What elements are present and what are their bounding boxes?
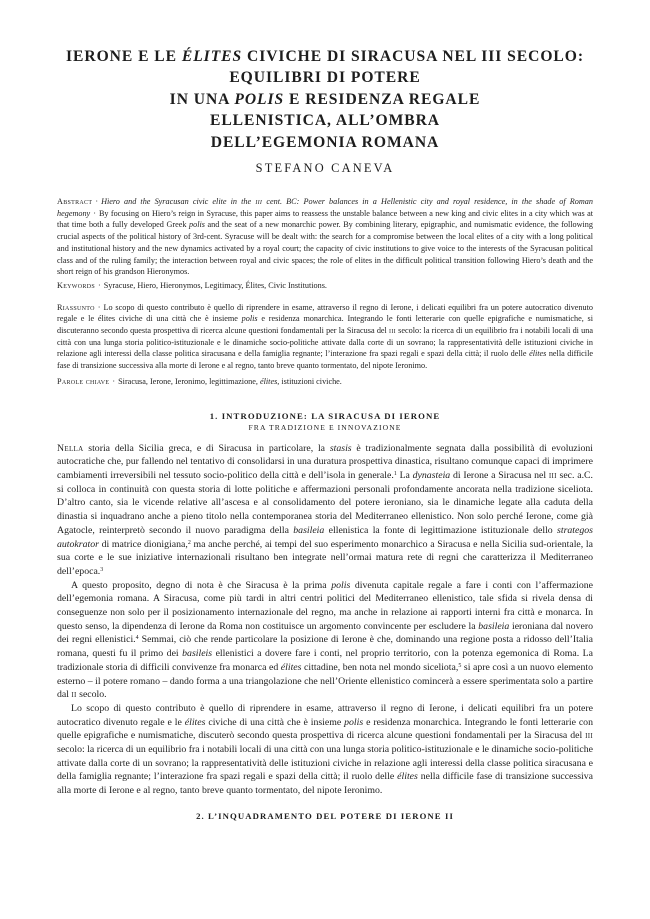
p1-century: iii xyxy=(548,469,557,481)
footnote-ref-5[interactable]: 5 xyxy=(458,662,462,669)
p1-text-4: di Ierone a Siracusa nel xyxy=(450,469,549,481)
p1-dynasteia: dynasteia xyxy=(412,469,451,481)
p2-text-5: ellenistici a dovere fare i conti, nel proprio territorio, con la potenza egemonica di Roma. La tradizionale storia di difficili convivenze fra monarca ed xyxy=(57,648,594,673)
abstract-title-b: cent. BC: Power balances in a Hellenistic city and royal residence, in the shade of Roman hegemony xyxy=(57,197,593,218)
abstract-sep-2: · xyxy=(93,208,96,218)
title-line-3-a: IN UNA xyxy=(169,90,235,108)
author-name: STEFANO CANEVA xyxy=(255,161,395,176)
p2-text-2: divenuta capitale regale a fare i conti con l’affermazione dell’egemonia romana. A Siracusa, come più tardi in altri centri politici del Mediterraneo ellenistico, tale sfida si rivela densa di conseguenze non solo per il posizionamento internazionale del regno, ma anche in relazione ai rapporti interni fra città e monarca. In questo senso, la dipendenza di Ierone da Roma non costituisce un argomento convincente per escludere la xyxy=(57,579,594,632)
p2-text-8: secolo. xyxy=(76,689,107,701)
p2-century: ii xyxy=(71,689,77,701)
body-paragraph-3 xyxy=(57,702,593,798)
p2-elites: élites xyxy=(280,661,302,673)
keywords-it xyxy=(57,376,593,388)
riassunto-text-1: Lo scopo di questo contributo è quello di riprendere in esame, attraverso il regno di Ierone, i delicati equilibri fra un potere autocratico divenuto regale e le élites civiche di una città che è insieme xyxy=(57,302,593,324)
body-paragraph-1 xyxy=(57,442,593,579)
p3-polis: polis xyxy=(344,716,364,728)
title-elites: ÉLITES xyxy=(181,48,243,65)
footnote-ref-1[interactable]: 1 xyxy=(393,470,397,477)
riassunto-text-4: nella difficile fase di transizione successiva alla morte di Ierone e al regno, tanto breve quanto tormentato, del nipote Ieronimo. xyxy=(57,349,593,371)
p2-text-6: cittadine, ben nota nel mondo siceliota, xyxy=(301,661,459,673)
p1-basileia: basileia xyxy=(293,524,325,536)
p3-century: iii xyxy=(585,730,593,742)
p1-text-5: sec. a.C. si colloca in continuità con questa storia di lotte politiche e affermazioni personali profondamente ancorata nella tradizione siceliota. D’altro canto, sia le vicende relative all’ascesa e al consolidamento del potere ieroniano, sia le dinamiche legate alla caduta della dinastia si inquadrano anche a pieno titolo nella contemporanea storia del Mediterraneo ellenistico. Non solo perché Ierone, come già Agatocle, reinterpretò secondo il nuovo paradigma della xyxy=(57,469,594,536)
keywords-it-label: Parole chiave xyxy=(57,376,110,386)
section-2-heading: 2. L’INQUADRAMENTO DEL POTERE DI IERONE II xyxy=(196,810,454,821)
p3-text-3: e residenza monarchica. Integrando le fonti letterarie con quelle epigrafiche e numismatiche, discuterò secondo questa prospettiva di ricerca alcune questioni fondamentali per la Siracusa del xyxy=(57,716,593,742)
title-line-2: EQUILIBRI DI POTERE xyxy=(229,69,421,87)
riassunto-text-3: secolo: la ricerca di un equilibrio fra i notabili locali di una città con una lunga storia politico-istituzionale e le dinamiche socio-politiche attivate dalla corte di un sovrano; la rappresentatività delle istituzioni civiche in relazione agli interessi della classe politica siracusana e della famiglia regnante; l’interazione fra spazi regali e spazi della città; il ruolo delle xyxy=(57,326,593,359)
title-polis: POLIS xyxy=(234,90,285,108)
keywords-it-sep: · xyxy=(112,376,116,386)
p2-text-7: si apre così a un nuovo elemento esterno – il potere romano – dando forma a una triangolazione che nell’Oriente ellenistico comincerà a essere sperimentata solo a partire dal xyxy=(57,661,594,701)
title-line-1-a: IERONE E LE xyxy=(66,48,182,65)
p2-polis: polis xyxy=(331,579,351,591)
title-line-1 xyxy=(57,46,593,67)
title-line-3-b: E RESIDENZA REGALE xyxy=(284,90,481,108)
p2-basileia: basileia xyxy=(478,620,510,632)
p2-text-1: A questo proposito, degno di nota è che Siracusa è la prima xyxy=(71,579,332,591)
abstract-title-century: iii xyxy=(255,197,263,207)
title-line-4: ELLENISTICA, ALL’OMBRA xyxy=(209,112,441,130)
title-line-5: DELL’EGEMONIA ROMANA xyxy=(210,133,440,151)
keywords-en-text: Syracuse, Hiero, Hieronymos, Legitimacy, Élites, Civic Institutions. xyxy=(103,280,327,290)
p1-text-8: ma anche perché, ai tempi del suo esperimento monarchico a Siracusa e nella Sicilia sud-orientale, la sua corte e le sue iniziative internazionali risultano ben integrate nell’ormai matura rete di regni che caratterizza il Mediterraneo dell’epoca. xyxy=(57,538,593,577)
riassunto-polis: polis xyxy=(241,314,258,324)
riassunto-sep: · xyxy=(97,302,101,312)
abstract-text-1: By focusing on Hiero’s reign in Syracuse, this paper aims to reassess the unstable balance between a new king and civic elites in a city which was at that time both a fully developed Greek xyxy=(57,208,593,230)
article-title xyxy=(57,46,593,153)
p3-elites-1: élites xyxy=(184,716,206,728)
title-line-3 xyxy=(57,89,593,110)
p3-text-5: nella difficile fase di transizione successiva alla morte di Ierone e al regno, tanto breve quanto tormentato, del nipote Ieronimo. xyxy=(57,771,593,797)
title-line-1-b: CIVICHE DI SIRACUSA NEL III SECOLO: xyxy=(242,48,584,65)
riassunto-label: Riassunto xyxy=(57,302,95,312)
abstract-label: Abstract xyxy=(57,197,93,207)
keywords-en-sep: · xyxy=(97,280,101,290)
p3-text-2: civiche di una città che è insieme xyxy=(205,716,345,728)
p3-elites-2: élites xyxy=(397,771,418,783)
p1-strategos: strategos autokrator xyxy=(57,524,593,550)
p3-text-1: Lo scopo di questo contributo è quello di riprendere in esame, attraverso il regno di Ierone, i delicati equilibri fra un potere autocratico divenuto regale e le xyxy=(57,702,593,728)
keywords-it-text-2: , istituzioni civiche. xyxy=(277,376,342,386)
body-paragraph-2 xyxy=(57,579,593,702)
abstract-text-2: and the seat of a new monarchic power. By combining literary, epigraphic, and numismatic evidence, the following crucial aspects of the political history of 3rd-cent. Syracuse will be dealt with: the search for a compromise between the local elites of a city with a long political and institutional history and the new dynamics activated by a royal court; the capacity of civic institutions to give voice to the interests of the Syracusan political class and of the ruling family; the interaction between royal and civic spaces; the role of elites in the difficult political transition following Hiero’s death and the short reign of his grandson Hieronymos. xyxy=(57,220,593,277)
section-1-heading: 1. INTRODUZIONE: LA SIRACUSA DI IERONE xyxy=(209,410,441,421)
riassunto-century: iii xyxy=(389,326,396,336)
footnote-ref-4[interactable]: 4 xyxy=(135,635,139,642)
keywords-it-elites: élites xyxy=(260,376,278,386)
footnote-ref-2[interactable]: 2 xyxy=(187,539,191,546)
footnote-ref-3[interactable]: 3 xyxy=(100,566,104,573)
p1-stasis: stasis xyxy=(329,442,352,454)
p1-text-7: di matrice dionigiana, xyxy=(98,538,188,550)
p1-text-2: è tradizionalmente segnata dalla possibilità di evoluzioni autocratiche che, pur fallendo nel tentativo di consolidarsi in una duratura prospettiva dinastica, risultano comunque capaci di imprimere cambiamenti irreversibili nel tessuto socio-politico della città e dell’isola in generale. xyxy=(57,442,593,481)
abstract-en xyxy=(57,196,593,278)
p2-text-4: Semmai, ciò che rende particolare la posizione di Ierone è che, dominando una regione posta a ridosso dell’Italia romana, questi fu il primo dei xyxy=(57,634,593,660)
abstract-sep: · xyxy=(95,197,99,207)
riassunto-text-2: e residenza monarchica. Integrando le fonti letterarie con quelle epigrafiche e numismatiche, si discuteranno secondo questa prospettiva di ricerca alcune questioni fondamentali per la Siracusa del xyxy=(57,314,593,336)
riassunto-elites: élites xyxy=(529,349,547,359)
keywords-en xyxy=(57,280,593,292)
riassunto-it xyxy=(57,302,593,372)
p1-text-1: storia della Sicilia greca, e di Siracusa in particolare, la xyxy=(83,442,330,454)
keywords-it-text-1: Siracusa, Ierone, Ieronimo, legittimazione, xyxy=(118,376,260,386)
abstract-polis: polis xyxy=(189,220,205,230)
p3-text-4: secolo: la ricerca di un equilibrio fra i notabili locali di una città con una lunga storia politico-istituzionale e le dinamiche socio-politiche attivate dalla corte di un sovrano; la rappresentatività delle istituzioni civiche in relazione agli interessi della classe politica siracusana e della famiglia regnante; l’interazione fra spazi regali e spazi della città; il ruolo delle xyxy=(57,744,593,783)
section-1-subheading: FRA TRADIZIONE E INNOVAZIONE xyxy=(248,422,402,432)
p1-text-3: La xyxy=(396,469,413,481)
p2-text-3: ieroniana dal novero dei regni ellenistici. xyxy=(57,620,593,646)
abstract-title-a: Hiero and the Syracusan civic elite in the xyxy=(101,197,256,207)
p2-basileis: basileis xyxy=(182,648,213,660)
p1-lead-word: Nella xyxy=(57,442,84,454)
keywords-en-label: Keywords xyxy=(57,280,95,290)
p1-text-6: ellenistica la fonte di legittimazione istituzionale dello xyxy=(324,524,558,536)
